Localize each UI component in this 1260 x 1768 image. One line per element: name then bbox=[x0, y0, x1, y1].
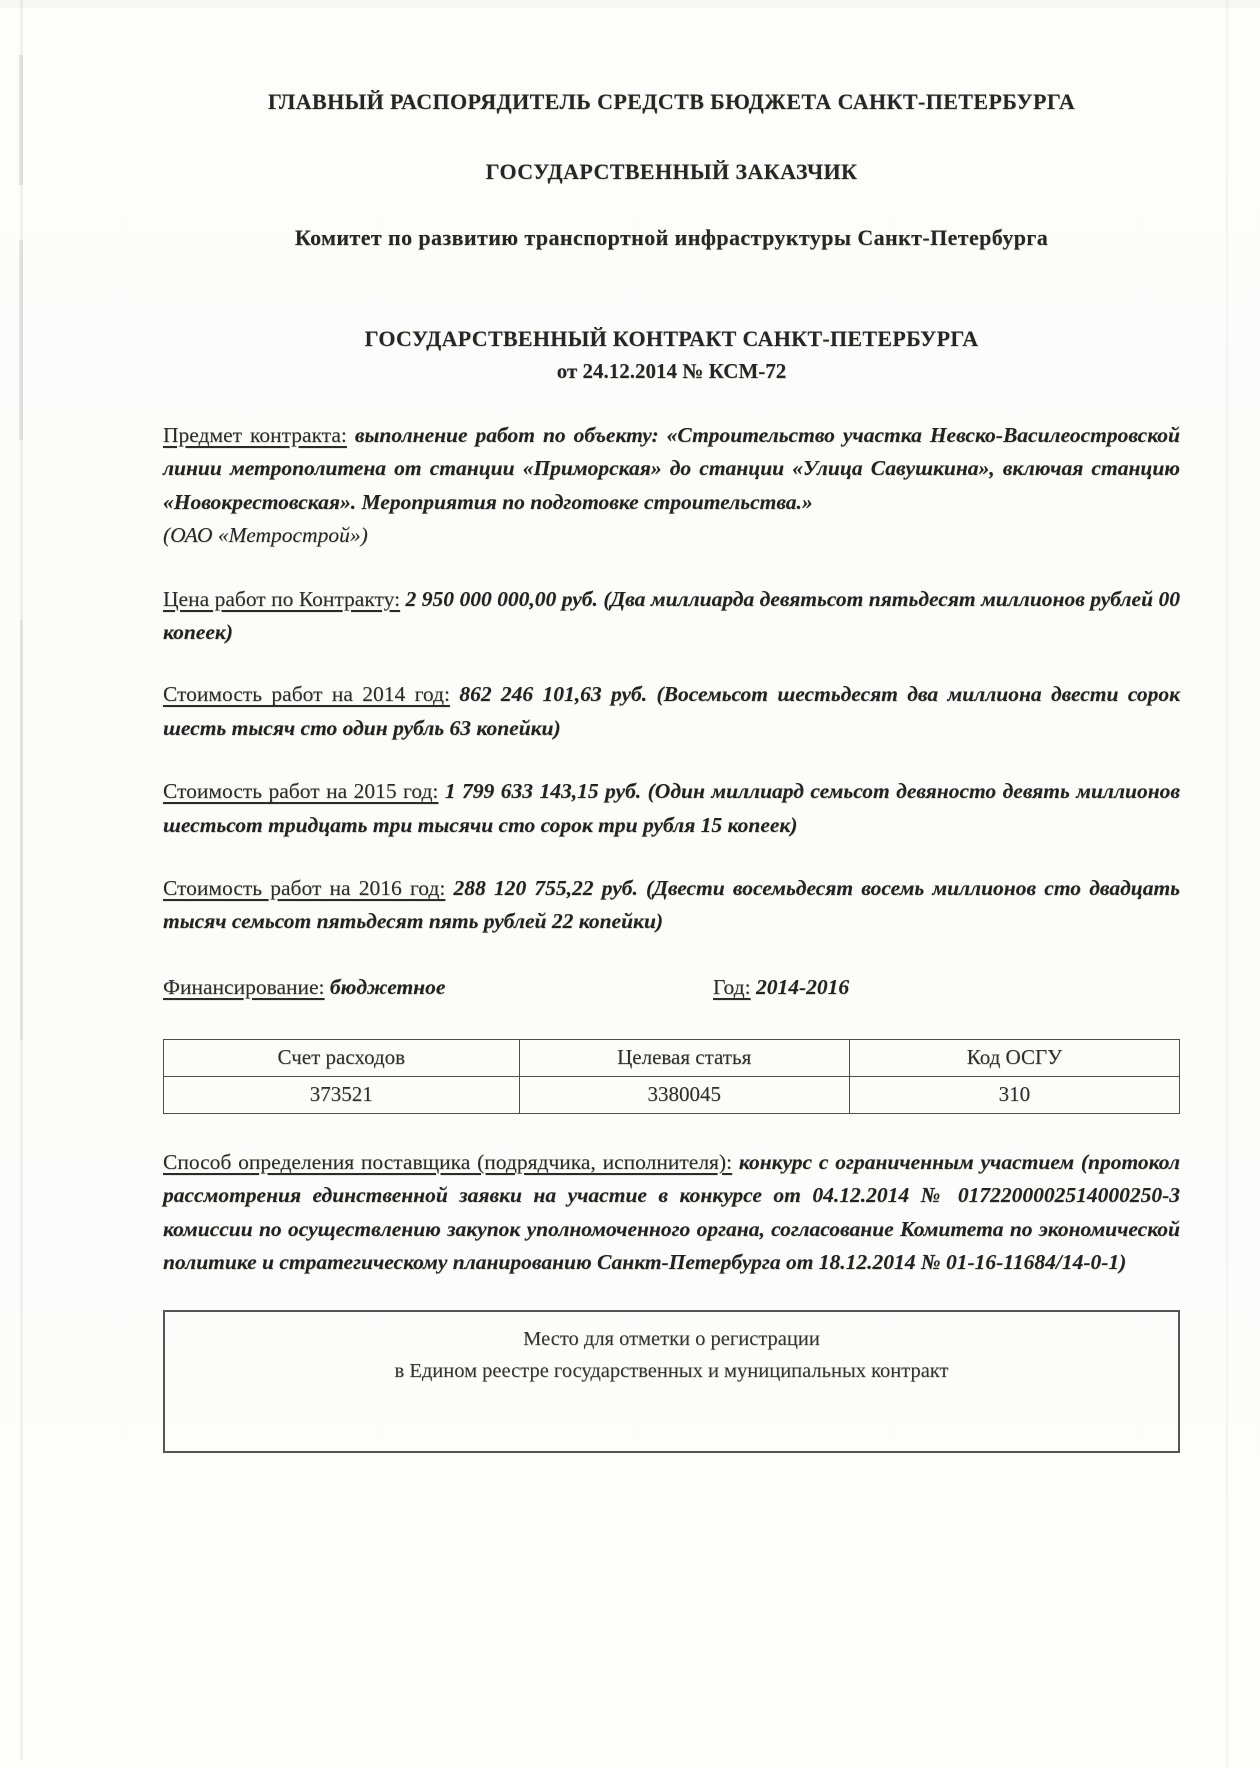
cost-2015-paragraph bbox=[163, 775, 1180, 842]
contract-title: ГОСУДАРСТВЕННЫЙ КОНТРАКТ САНКТ-ПЕТЕРБУРГА bbox=[364, 326, 979, 351]
financing-label: Финансирование: bbox=[163, 974, 325, 999]
header-cell-expense-account: Счет расходов bbox=[164, 1039, 520, 1076]
registration-box-line-1: Место для отметки о регистрации bbox=[523, 1327, 820, 1350]
price-paragraph bbox=[163, 583, 1180, 650]
registration-box-line-2: в Едином реестре государственных и муниципальных контракт bbox=[394, 1359, 949, 1382]
subject-paragraph bbox=[163, 419, 1180, 553]
cell-osgu-code: 310 bbox=[849, 1076, 1179, 1113]
header-cell-target-item: Целевая статья bbox=[519, 1039, 849, 1076]
cost-2014-value: 862 246 101,63 руб. (Восемьсот шестьдесят два миллиона двести сорок шесть тысяч сто один рубль 63 копейки) bbox=[163, 682, 1180, 740]
cost-2016-value: 288 120 755,22 руб. (Двести восемьдесят восемь миллионов сто двадцать тысяч семьсот пятьдесят пять рублей 22 копейки) bbox=[163, 876, 1181, 934]
cost-2015-label: Стоимость работ на 2015 год: bbox=[163, 779, 439, 804]
subject-label: Предмет контракта: bbox=[163, 423, 347, 447]
state-customer-title: ГОСУДАРСТВЕННЫЙ ЗАКАЗЧИК bbox=[485, 159, 858, 184]
cell-expense-account: 373521 bbox=[164, 1076, 520, 1113]
price-label: Цена работ по Контракту: bbox=[163, 586, 401, 611]
budget-table bbox=[163, 1039, 1180, 1114]
cost-2016-label: Стоимость работ на 2016 год: bbox=[163, 876, 446, 901]
grbs-title: ГЛАВНЫЙ РАСПОРЯДИТЕЛЬ СРЕДСТВ БЮДЖЕТА САНКТ-ПЕТЕРБУРГА bbox=[267, 89, 1076, 114]
year-label: Год: bbox=[713, 974, 751, 999]
supplier-method-value: конкурс с ограниченным участием (протокол рассмотрения единственной заявки на участие в конкурсе от 04.12.2014 № 0172200002514000250-3 комиссии по осуществлению закупок уполномоченного органа, согласование Комитета по экономической политике и стратегическому планированию Санкт-Петербурга от 18.12.2014 № 01-16-11684/14-0-1) bbox=[163, 1149, 1180, 1275]
financing-row bbox=[163, 971, 1180, 1005]
supplier-method-paragraph bbox=[163, 1146, 1180, 1280]
supplier-method-label: Способ определения поставщика (подрядчика, исполнителя): bbox=[163, 1149, 733, 1174]
financing-group bbox=[163, 975, 445, 999]
cost-2014-label: Стоимость работ на 2014 год: bbox=[163, 682, 450, 707]
budget-table-data-row bbox=[164, 1076, 1180, 1113]
contract-date-number: от 24.12.2014 № КСМ-72 bbox=[556, 359, 787, 383]
financing-value: бюджетное bbox=[329, 974, 446, 999]
cell-target-item: 3380045 bbox=[519, 1076, 849, 1113]
contractor-note: (ОАО «Метрострой») bbox=[163, 523, 368, 548]
committee-name: Комитет по развитию транспортной инфраструктуры Санкт-Петербурга bbox=[294, 225, 1049, 250]
budget-table-header-row bbox=[164, 1039, 1180, 1076]
subject-value: выполнение работ по объекту: «Строительство участка Невско-Василеостровской линии метрополитена от станции «Приморская» до станции «Улица Савушкина», включая станцию «Новокрестовская». Мероприятия по подготовке строительства.» bbox=[163, 423, 1180, 514]
cost-2015-value: 1 799 633 143,15 руб. (Один миллиард семьсот девяносто девять миллионов шестьсот тридцать три тысячи сто сорок три рубля 15 копеек) bbox=[163, 779, 1181, 837]
contract-heading bbox=[163, 324, 1180, 389]
year-value: 2014-2016 bbox=[755, 974, 850, 999]
registration-box bbox=[163, 1310, 1180, 1453]
year-group bbox=[713, 971, 849, 1004]
header-cell-osgu-code: Код ОСГУ bbox=[849, 1039, 1179, 1076]
cost-2014-paragraph bbox=[163, 678, 1180, 745]
cost-2016-paragraph bbox=[163, 872, 1180, 939]
price-value: 2 950 000 000,00 руб. (Два миллиарда девятьсот пятьдесят миллионов рублей 00 копеек) bbox=[163, 586, 1180, 645]
